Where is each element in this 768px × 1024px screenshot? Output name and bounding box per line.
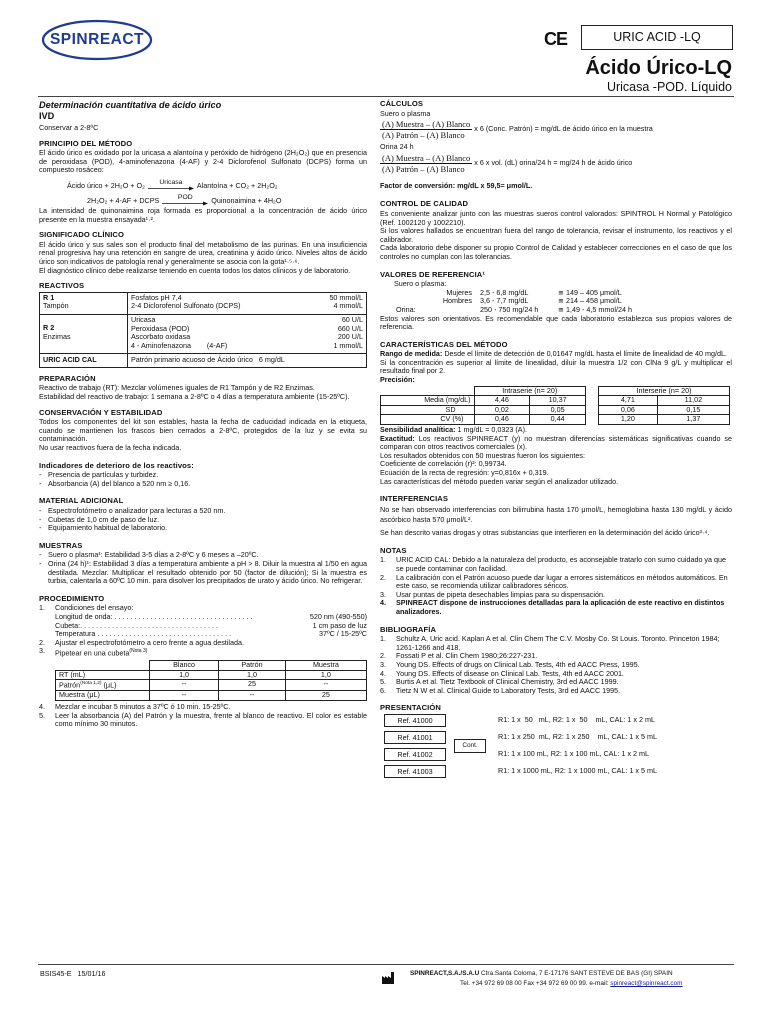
r2-label: R 2 bbox=[43, 322, 55, 332]
accuracy-label: Exactitud: bbox=[380, 433, 415, 443]
bibliography-text: Tietz N W et al. Clinical Guide to Laboratory Tests, 3rd ed AACC 1995. bbox=[396, 685, 621, 695]
conversion-factor: Factor de conversión: mg/dL x 59,5= μmol/L. bbox=[380, 180, 533, 190]
reaction-2 bbox=[87, 192, 367, 206]
regression-text: Ecuación de la recta de regresión: y=0,816x + 0,319. bbox=[380, 468, 549, 477]
bibliography-text: Young DS. Effects of disease on Clinical Lab. Tests, 4th ed AACC 2001. bbox=[396, 668, 625, 678]
table-cell: 0,06 bbox=[599, 405, 658, 415]
row-label-note: (Nota 1,2) bbox=[80, 681, 102, 687]
precision-tables bbox=[380, 386, 732, 425]
preparation-text: Reactivo de trabajo (RT): Mezclar volúmenes iguales de R1 Tampón y de R2 Enzimas. bbox=[39, 383, 315, 393]
footer-email[interactable]: spinreact@spinreact.com bbox=[610, 980, 683, 987]
reaction-2-right: Quinonaimina + 4H₂O bbox=[211, 196, 282, 206]
table-row bbox=[381, 396, 586, 406]
logo bbox=[40, 18, 154, 62]
calc-serum-label: Suero o plasma bbox=[380, 108, 431, 118]
reference-si: ≅ 214 – 458 μmol/L bbox=[558, 296, 622, 306]
deterioration-heading: Indicadores de deterioro de los reactivos: bbox=[39, 460, 194, 470]
table-row bbox=[599, 415, 730, 425]
calc-fraction bbox=[380, 119, 472, 140]
presentation-row: Ref. 41001 bbox=[384, 731, 446, 744]
bibliography-text: Young DS. Effects of drugs on Clinical Lab. Tests, 4th ed AACC Press, 1995. bbox=[396, 659, 640, 669]
r1-item bbox=[131, 302, 363, 311]
r1-item-value: 50 mmol/L bbox=[329, 292, 363, 302]
footer-company: SPINREACT,S.A./S.A.U bbox=[410, 970, 480, 977]
table-cell: 1,0 bbox=[285, 670, 366, 680]
range-label: Rango de medida: bbox=[380, 349, 443, 359]
col-header: Interserie (n= 20) bbox=[599, 386, 730, 396]
procedure-list bbox=[39, 604, 367, 658]
table-cell: -- bbox=[285, 680, 366, 691]
r2-item-name: Ascorbato oxidasa bbox=[131, 332, 191, 342]
doc-heading: Determinación cuantitativa de ácido úrico bbox=[39, 100, 222, 110]
reference-text: Estos valores son orientativos. Es recomendable que cada laboratorio establezca sus propios valores de referencia. bbox=[380, 313, 732, 332]
table-cell: 25 bbox=[219, 680, 286, 691]
qc-heading: CONTROL DE CALIDAD bbox=[380, 199, 469, 209]
reference-label: Orina: bbox=[396, 304, 416, 314]
row-label: Media (mg/dL) bbox=[381, 396, 475, 406]
reaction-2-left: 2H₂O₂ + 4-AF + DCPS bbox=[87, 196, 160, 206]
presentation-desc: R1: 1 x 250 mL, R2: 1 x 250 mL, CAL: 1 x 5 mL bbox=[498, 731, 657, 741]
clinical-text-2: El diagnóstico clínico debe realizarse teniendo en cuenta todos los datos clínicos y de laboratorio. bbox=[39, 265, 351, 275]
cal-label: URIC ACID CAL bbox=[43, 355, 97, 365]
note-item: 4. SPINREACT dispone de instrucciones detalladas para la aplicación de este reactivo en distintos analizadores. bbox=[380, 598, 725, 616]
storage-text: Todos los componentes del kit son estables, hasta la fecha de caducidad indicada en la etiqueta, cuando se mantienen los frascos bien cerrados a 2-8ºC, protegidos de la luz y se evita su contaminación. bbox=[39, 417, 367, 444]
r2-item-name: 4 - Aminofenazona (4-AF) bbox=[131, 340, 228, 350]
cal-value: Patrón primario acuoso de Ácido úrico 6 mg/dL bbox=[131, 355, 285, 365]
presentation-heading: PRESENTACIÓN bbox=[380, 703, 441, 713]
footer-contact: Tel. +34 972 69 08 00 Fax +34 972 69 00 99. e-mail: bbox=[460, 980, 609, 987]
r2-item-value: 200 U/L bbox=[337, 332, 363, 342]
list-item: - Suero o plasma¹: Estabilidad 3-5 días a 2-8ºC y 6 meses a –20ºC. bbox=[39, 551, 367, 560]
calc-serum-formula bbox=[380, 119, 732, 140]
interference-text-2: Se han descrito varias drogas y otras substancias que interfieren en la determinación del ácido úrico³·⁴. bbox=[380, 527, 710, 537]
footer-code: BSIS45-E 15/01/16 bbox=[40, 969, 106, 978]
precision-table-inter bbox=[598, 386, 730, 425]
char-heading: CARACTERÍSTICAS DEL MÉTODO bbox=[380, 339, 508, 349]
logo-text: SPINREACT bbox=[49, 31, 145, 48]
notes-list bbox=[380, 556, 732, 616]
list-item: - Espectrofotómetro o analizador para lecturas a 520 nm. bbox=[39, 507, 367, 516]
reaction-1-left: Ácido úrico + 2H₂O + O₂ bbox=[67, 181, 145, 191]
footer-contact-line bbox=[460, 980, 683, 989]
procedure-list-2 bbox=[39, 703, 367, 729]
reference-row bbox=[380, 297, 732, 306]
bibliography-item: 3. Young DS. Effects of drugs on Clinical Lab. Tests, 4th ed AACC Press, 1995. bbox=[380, 659, 640, 669]
interference-text: No se han observado interferencias con bilirrubina hasta 170 μmol/L, hemoglobina hasta 130 mg/dL y ácido ascórbico hasta 570 μmol/L². bbox=[380, 504, 732, 524]
presentation-desc: R1: 1 x 50 mL, R2: 1 x 50 mL, CAL: 1 x 2 mL bbox=[498, 714, 655, 724]
table-cell: -- bbox=[150, 680, 219, 691]
presentation-row: Ref. 41003 bbox=[384, 765, 446, 778]
calc-urine-formula bbox=[380, 153, 732, 174]
list-item: - Absorbancia (A) del blanco a 520 nm ≥ 0,16. bbox=[39, 480, 367, 489]
procedure-step-text: Condiciones del ensayo: bbox=[55, 603, 134, 613]
table-cell: 1,20 bbox=[599, 415, 658, 425]
table-row bbox=[56, 691, 367, 701]
procedure-step: 5. Leer la absorbancia (A) del Patrón y la muestra, frente al blanco de reactivo. El color es estable como mínimo 30 minutos. bbox=[39, 710, 367, 729]
fraction-numerator: (A) Muestra – (A) Blanco bbox=[382, 152, 471, 163]
left-column bbox=[39, 100, 367, 729]
fraction-denominator: (A) Patrón – (A) Blanco bbox=[382, 130, 465, 141]
procedure-step-text: Ajustar el espectrofotómetro a cero frente a agua destilada. bbox=[55, 637, 244, 647]
row-label: SD bbox=[381, 405, 475, 415]
r2-item-value: 660 U/L bbox=[337, 323, 363, 333]
row-label-unit: (μL) bbox=[103, 680, 117, 690]
presentation-table bbox=[380, 714, 732, 784]
row-label: Muestra (μL) bbox=[56, 691, 150, 701]
procedure-step: 3. Pipetear en una cubeta$^{(Nota 3)}$ bbox=[39, 646, 148, 658]
procedure-step: 4. Mezclar e incubar 5 minutos a 37ºC ó 10 min. 15-25ºC. bbox=[39, 702, 231, 712]
accuracy-text-2: Los resultados obtenidos con 50 muestras fueron los siguientes: bbox=[380, 450, 585, 460]
procedure-step-text: Pipetear en una cubeta bbox=[55, 648, 130, 658]
precision-table-intra bbox=[380, 386, 586, 425]
accuracy-value: Los reactivos SPINREACT (y) no muestran diferencias sistemáticas significativas cuando se comparan con otros reactivos comerciales (x). bbox=[380, 433, 732, 452]
r1-item-value: 4 mmol/L bbox=[333, 301, 363, 311]
col-header: Blanco bbox=[150, 661, 219, 671]
clinical-heading: SIGNIFICADO CLÍNICO bbox=[39, 230, 125, 240]
qc-text-2: Si los valores hallados se encuentran fuera del rango de tolerancia, revisar el instrumento, los reactivos y el calibrador. bbox=[380, 226, 732, 244]
right-column bbox=[380, 100, 732, 784]
table-cell: 10,37 bbox=[530, 396, 586, 406]
reference-label: Mujeres bbox=[446, 287, 472, 297]
r1-item-name: 2-4 Diclorofenol Sulfonato (DCPS) bbox=[131, 301, 241, 311]
bibliography-item: 5. Burtis A et al. Tietz Textbook of Clinical Chemistry, 3rd ed AACC 1999. bbox=[380, 677, 619, 687]
range-text-2: Si la concentración es superior al límite de linealidad, diluir la muestra 1/2 con ClNa 9 g/L y multiplicar el resultado final por 2. bbox=[380, 357, 732, 376]
reference-heading: VALORES DE REFERENCIA¹ bbox=[380, 269, 486, 279]
table-row bbox=[56, 670, 367, 680]
condition-value: 520 nm (490-550) bbox=[309, 611, 367, 621]
reference-serum-label: Suero o plasma: bbox=[394, 279, 447, 289]
principle-heading: PRINCIPIO DEL MÉTODO bbox=[39, 138, 133, 148]
note-text: SPINREACT dispone de instrucciones detalladas para la aplicación de este reactivo en distintos analizadores. bbox=[396, 598, 725, 616]
reagents-heading: REACTIVOS bbox=[39, 281, 85, 291]
presentation-desc: R1: 1 x 100 mL, R2: 1 x 100 mL, CAL: 1 x 2 mL bbox=[498, 748, 650, 758]
bibliography-item: 6. Tietz N W et al. Clinical Guide to Laboratory Tests, 3rd ed AACC 1995. bbox=[380, 685, 621, 695]
reaction-2-enzyme: POD bbox=[177, 193, 193, 201]
table-cell: 11,02 bbox=[657, 396, 729, 406]
correlation-text: Coeficiente de correlación (r)²: 0,99734. bbox=[380, 459, 507, 469]
storage-note: Conservar a 2-8ºC bbox=[39, 123, 99, 132]
qc-text: Es conveniente analizar junto con las muestras sueros control valorados: SPINTROL H Normal y Patológico (Ref. 1002120 y 1002210). bbox=[380, 208, 732, 227]
row-label: CV (%) bbox=[381, 415, 475, 425]
r1-label: R 1 bbox=[43, 292, 55, 302]
arrow-right-icon bbox=[148, 186, 194, 191]
presentation-row: Ref. 41000 bbox=[384, 714, 446, 727]
r1-item-name: Fosfatos pH 7,4 bbox=[131, 292, 182, 302]
pipetting-header-row bbox=[56, 661, 367, 671]
calc-urine-tail: x 6 x vol. (dL) orina/24 h = mg/24 h de ácido úrico bbox=[474, 157, 633, 167]
cont-label: Cont. bbox=[454, 739, 486, 753]
table-cell: 1,37 bbox=[657, 415, 729, 425]
calc-urine-label: Orina 24 h bbox=[380, 142, 414, 152]
table-cell: 4,46 bbox=[474, 396, 530, 406]
row-label bbox=[56, 680, 150, 691]
table-row bbox=[599, 405, 730, 415]
table-row bbox=[599, 386, 730, 396]
fraction-denominator: (A) Patrón – (A) Blanco bbox=[382, 163, 465, 174]
product-code-box bbox=[581, 25, 733, 50]
r2-item-name: Peroxidasa (POD) bbox=[131, 323, 190, 333]
interference-heading: INTERFERENCIAS bbox=[380, 494, 449, 504]
table-cell: 1,0 bbox=[219, 670, 286, 680]
bibliography-item: 2. Fossati P et al. Clin Chem 1980;26:227-231. bbox=[380, 651, 538, 661]
header-rule bbox=[38, 96, 734, 97]
reference-si: ≅ 149 – 405 μmol/L bbox=[558, 287, 622, 297]
table-cell: 4,71 bbox=[599, 396, 658, 406]
col-header: Patrón bbox=[219, 661, 286, 671]
footer-rule bbox=[38, 964, 734, 965]
bibliography-item: 4. Young DS. Effects of disease on Clinical Lab. Tests, 4th ed AACC 2001. bbox=[380, 668, 625, 678]
condition-key: Cubeta:. . . . . . . . . . . . . . . . . . . . . . . . . . . . . . . . . . . bbox=[55, 621, 218, 630]
condition-value: 37ºC / 15-25ºC bbox=[319, 629, 367, 639]
sensitivity-label: Sensibilidad analítica: bbox=[380, 425, 456, 435]
note-item: 1. URIC ACID CAL: Debido a la naturaleza del producto, es aconsejable tratarlo con sumo cuidado ya que se puede contaminar con facilidad. bbox=[380, 555, 727, 573]
bibliography-text: Burtis A et al. Tietz Textbook of Clinical Chemistry, 3rd ed AACC 1999. bbox=[396, 677, 619, 687]
reagent-r1-row bbox=[40, 292, 367, 314]
note-text: URIC ACID CAL: Debido a la naturaleza del producto, es aconsejable tratarlo con sumo cuidado ya que se puede contaminar con facilidad. bbox=[396, 555, 727, 573]
procedure-heading: PROCEDIMIENTO bbox=[39, 593, 105, 603]
bibliography-heading: BIBLIOGRAFÍA bbox=[380, 624, 437, 634]
r2-item-value: 60 U/L bbox=[341, 314, 363, 324]
reagent-cal-row bbox=[40, 354, 367, 368]
r1-name: Tampón bbox=[43, 301, 69, 311]
bibliography-text: Schultz A. Uric acid. Kaplan A et al. Clin Chem The C.V. Mosby Co. St Louis. Toronto. Princeton 1984; 1261-1266 and 418. bbox=[396, 634, 720, 652]
calc-serum-tail: x 6 (Conc. Patrón) = mg/dL de ácido úrico en la muestra bbox=[474, 124, 653, 134]
note-item: 2. La calibración con el Patrón acuoso puede dar lugar a errores sistemáticos en métodos automáticos. En este caso, se recomienda utilizar calibradores séricos. bbox=[380, 572, 728, 591]
precision-label: Precisión: bbox=[380, 375, 415, 385]
preparation-heading: PREPARACIÓN bbox=[39, 373, 96, 383]
reaction-2-arrow bbox=[162, 194, 208, 206]
presentation-desc: R1: 1 x 1000 mL, R2: 1 x 1000 mL, CAL: 1 x 5 mL bbox=[498, 765, 658, 775]
principle-text-2: La intensidad de quinonaimina roja formada es proporcional a la concentración de ácido úrico presente en la muestra ensayada¹·². bbox=[39, 205, 367, 224]
list-item: - Equipamiento habitual de laboratorio. bbox=[39, 524, 367, 533]
notes-heading: NOTAS bbox=[380, 545, 407, 555]
reaction-1-right: Alantoína + CO₂ + 2H₂O₂ bbox=[196, 181, 278, 191]
ce-mark: CE bbox=[544, 29, 568, 49]
range-value: Desde el límite de detección de 0,01647 mg/dL hasta el límite de linealidad de 40 mg/dL. bbox=[444, 349, 727, 359]
calc-fraction bbox=[380, 153, 472, 174]
qc-text-3: Cada laboratorio debe disponer su propio Control de Calidad y establecer correcciones en el caso de que los controles no cumplan con las tolerancias. bbox=[380, 243, 732, 261]
reaction-1-arrow bbox=[148, 179, 194, 191]
footer-address: Ctra.Santa Coloma, 7 E-17176 SANT ESTEVE DE BAS (GI) SPAIN bbox=[481, 970, 673, 977]
col-header: Intraserie (n= 20) bbox=[474, 386, 585, 396]
list-item: - Cubetas de 1,0 cm de paso de luz. bbox=[39, 516, 367, 525]
footer-company-line bbox=[410, 970, 673, 979]
bibliography-item: 1. Schultz A. Uric acid. Kaplan A et al. Clin Chem The C.V. Mosby Co. St Louis. Toronto. Princeton 1984; 1261-1266 and 418. bbox=[380, 634, 720, 652]
reference-value: 3,6 - 7,7 mg/dL bbox=[480, 296, 529, 306]
note-text: Usar puntas de pipeta desechables limpias para su dispensación. bbox=[396, 589, 605, 599]
sensitivity-value: 1 mg/dL = 0,0323 (A). bbox=[457, 425, 527, 435]
table-cell: -- bbox=[219, 691, 286, 701]
table-row bbox=[381, 415, 586, 425]
table-cell: -- bbox=[150, 691, 219, 701]
reference-row bbox=[380, 289, 732, 298]
condition-key: Longitud de onda: . . . . . . . . . . . . . . . . . . . . . . . . . . . . . . . . . . . bbox=[55, 612, 253, 621]
page-title: Ácido Úrico-LQ bbox=[585, 57, 732, 79]
storage-heading: CONSERVACIÓN Y ESTABILIDAD bbox=[39, 407, 163, 417]
table-cell: 0,15 bbox=[657, 405, 729, 415]
table-cell: 0,46 bbox=[474, 415, 530, 425]
bibliography-text: Fossati P et al. Clin Chem 1980;26:227-231. bbox=[396, 651, 538, 661]
reaction-1 bbox=[67, 177, 367, 191]
table-cell: 0,02 bbox=[474, 405, 530, 415]
procedure-step-text: Leer la absorbancia (A) del Patrón y la muestra, frente al blanco de reactivo. El color es estable como mínimo 30 minutos. bbox=[55, 710, 367, 729]
page-subtitle: Uricasa -POD. Líquido bbox=[606, 80, 732, 94]
table-cell: 0,44 bbox=[530, 415, 586, 425]
reagent-r2-row bbox=[40, 314, 367, 353]
material-list bbox=[39, 507, 367, 533]
table-row bbox=[599, 396, 730, 406]
r2-name: Enzimas bbox=[43, 331, 71, 341]
clinical-text: El ácido úrico y sus sales son el producto final del metabolismo de las purinas. En una insuficiencia renal progresiva hay una retención en sangre de urea, creatinina y ácido úrico. Niveles altos de ácido úrico son indicativos de patología renal y generalmente se asocia con la gota¹·⁵·⁶. bbox=[39, 239, 367, 266]
r2-item-value: 1 mmol/L bbox=[333, 340, 363, 350]
factory-icon bbox=[382, 972, 394, 984]
procedure-step: 1. Condiciones del ensayo: Longitud de onda: . . . . . . . . . . . . . . . . . . . . . . . . . . . . . . . . . . . 520 nm (490-550) Cubeta:. . . . . . . . . . . . . . . . . . . . . . . . . . . . . . . . . . . 1 cm paso de luz Temperatura . . . . . . . . . . . . . . . . . . . . . . . . . . . . . . . . . . 37ºC / 15-25ºC bbox=[39, 603, 367, 639]
table-cell: 1,0 bbox=[150, 670, 219, 680]
r2-item-name: Uricasa bbox=[131, 314, 156, 324]
material-heading: MATERIAL ADICIONAL bbox=[39, 496, 124, 506]
procedure-step-note: (Nota 3) bbox=[129, 648, 148, 655]
calc-heading: CÁLCULOS bbox=[380, 99, 423, 108]
note-text: La calibración con el Patrón acuoso puede dar lugar a errores sistemáticos en métodos automáticos. En este caso, se recomienda utilizar calibradores séricos. bbox=[396, 572, 728, 591]
assay-conditions bbox=[55, 613, 367, 639]
bibliography-list bbox=[380, 635, 732, 695]
condition-key: Temperatura . . . . . . . . . . . . . . . . . . . . . . . . . . . . . . . . . . bbox=[55, 630, 232, 639]
preparation-text-2: Estabilidad del reactivo de trabajo: 1 semana a 2-8ºC o 4 días a temperatura ambiente (15-25ºC). bbox=[39, 392, 350, 402]
deterioration-list bbox=[39, 471, 367, 488]
ivd-label: IVD bbox=[39, 110, 55, 121]
reference-si: ≅ 1,49 - 4,5 mmol/24 h bbox=[558, 304, 632, 314]
table-row bbox=[56, 680, 367, 691]
condition-value: 1 cm paso de luz bbox=[312, 620, 367, 630]
storage-text-2: No usar reactivos fuera de la fecha indicada. bbox=[39, 443, 182, 453]
table-cell: 25 bbox=[285, 691, 366, 701]
col-header: Muestra bbox=[285, 661, 366, 671]
samples-list bbox=[39, 551, 367, 585]
procedure-step: 2. Ajustar el espectrofotómetro a cero frente a agua destilada. bbox=[39, 637, 244, 647]
r2-item bbox=[131, 342, 363, 351]
reference-value: 250 - 750 mg/24 h bbox=[480, 304, 539, 314]
accuracy-text bbox=[380, 435, 732, 452]
reference-label: Hombres bbox=[442, 296, 472, 306]
procedure-step-text: Mezclar e incubar 5 minutos a 37ºC ó 10 min. 15-25ºC. bbox=[55, 702, 231, 712]
presentation-row: Ref. 41002 bbox=[384, 748, 446, 761]
reagents-table bbox=[39, 292, 367, 368]
char-end-text: Las características del método pueden variar según el analizador utilizado. bbox=[380, 476, 619, 486]
list-item: - Orina (24 h)¹: Estabilidad 3 días a temperatura ambiente a pH > 8. Diluir la muestra al 1/50 en agua destilada. Mezclar. Multiplicar el resultado obtenido por 50 (factor de dilución); Si la muestra es turbia, calentarla a 60ºC 10 min. para disolver los precipitados de urato y ácido úrico. No refrigerar. bbox=[39, 560, 367, 586]
row-label-text: Patrón bbox=[59, 680, 81, 690]
pipetting-table bbox=[55, 660, 367, 701]
product-code: URIC ACID -LQ bbox=[613, 30, 701, 44]
row-label: RT (mL) bbox=[56, 670, 150, 680]
principle-text: El ácido úrico es oxidado por la uricasa a alantoína y peróxido de hidrógeno (2H₂O₂) que en presencia de peroxidasa (POD), 4-aminofenazona (4-AF) y 2-4 Diclorofenol Sulfonato (DCPS) forma un compuesto rosáceo: bbox=[39, 148, 367, 175]
reaction-1-enzyme: Uricasa bbox=[159, 178, 183, 186]
note-item: 3. Usar puntas de pipeta desechables limpias para su dispensación. bbox=[380, 589, 605, 599]
manufacturer-icon bbox=[382, 972, 394, 987]
list-item: - Presencia de partículas y turbidez. bbox=[39, 471, 367, 480]
samples-heading: MUESTRAS bbox=[39, 540, 83, 550]
reference-value: 2,5 - 6,8 mg/dL bbox=[480, 287, 529, 297]
fraction-numerator: (A) Muestra – (A) Blanco bbox=[382, 119, 471, 130]
table-cell: 0,05 bbox=[530, 405, 586, 415]
